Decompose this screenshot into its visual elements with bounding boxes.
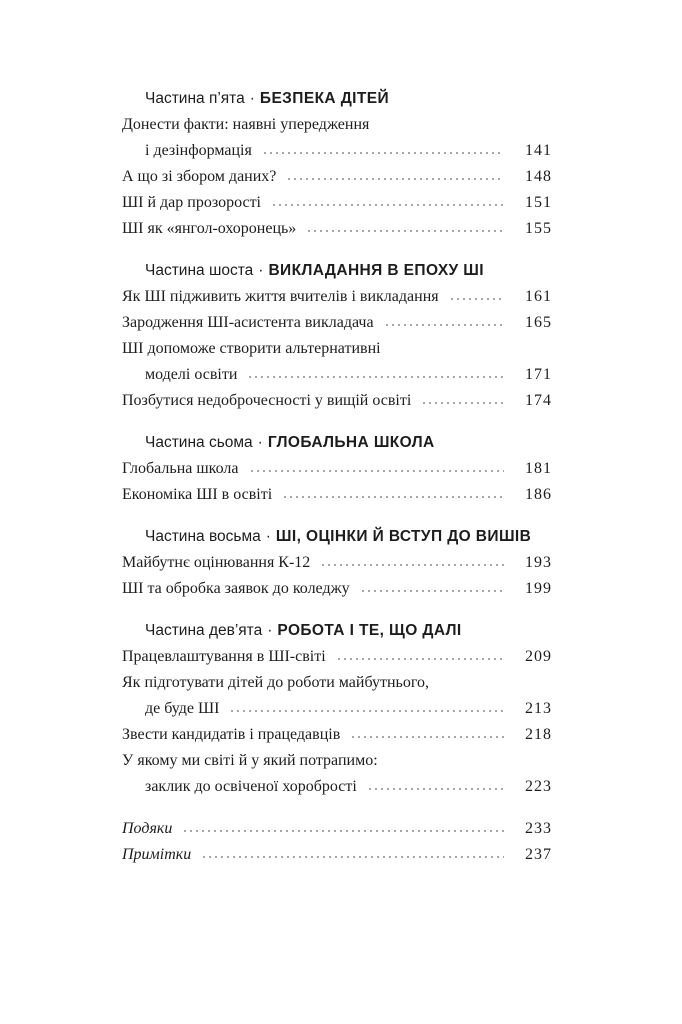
separator-dot: · <box>267 622 273 639</box>
toc-entry <box>122 284 552 310</box>
part-heading <box>122 258 552 284</box>
entry-title: Зародження ШІ-асистента викладача <box>122 314 374 331</box>
entry-page-number: 174 <box>525 392 552 409</box>
entry-page-number: 237 <box>525 846 552 863</box>
part-heading <box>122 524 552 550</box>
entry-page-number: 141 <box>525 142 552 159</box>
entry-title-wrap: і дезінформація <box>145 142 252 159</box>
part-label: Частина дев’ята <box>145 622 263 639</box>
separator-dot: · <box>257 434 263 451</box>
toc-entry <box>122 164 552 190</box>
dot-leader <box>182 822 504 833</box>
toc-entry <box>122 456 552 482</box>
entry-title: А що зі збором даних? <box>122 168 277 185</box>
entry-title: Економіка ШІ в освіті <box>122 486 273 503</box>
entry-title: Подяки <box>122 820 173 837</box>
dot-leader <box>247 368 504 379</box>
dot-leader <box>360 582 504 593</box>
entry-title: ШІ як «янгол-охоронець» <box>122 220 297 237</box>
part-title: БЕЗПЕКА ДІТЕЙ <box>259 90 390 107</box>
toc-entry <box>122 722 552 748</box>
entry-page-number: 209 <box>525 648 552 665</box>
entry-title-wrap: моделі освіти <box>145 366 238 383</box>
toc-entry <box>122 216 552 242</box>
dot-leader <box>282 488 504 499</box>
part-heading <box>122 430 552 456</box>
dot-leader <box>249 462 504 473</box>
toc-entry <box>122 112 552 164</box>
entry-title: Як ШІ підживить життя вчителів і викладання <box>122 288 439 305</box>
toc-content <box>122 86 552 868</box>
dot-leader <box>320 556 504 567</box>
entry-title: Працевлаштування в ШІ-світі <box>122 648 326 665</box>
entry-title: Глобальна школа <box>122 460 239 477</box>
entry-page-number: 213 <box>525 700 552 717</box>
toc-section-part-5 <box>122 86 552 242</box>
toc-entry <box>122 842 552 868</box>
entry-page-number: 151 <box>525 194 552 211</box>
entry-title: Позбутися недоброчесності у вищій освіті <box>122 392 412 409</box>
toc-entry <box>122 644 552 670</box>
toc-entry <box>122 310 552 336</box>
dot-leader <box>229 702 504 713</box>
entry-title: ШІ та обробка заявок до коледжу <box>122 580 350 597</box>
entry-title-wrap: де буде ШІ <box>145 700 220 717</box>
part-label: Частина сьома <box>145 434 253 451</box>
part-title: ШІ, ОЦІНКИ Й ВСТУП ДО ВИШІВ <box>275 528 532 545</box>
toc-entry <box>122 748 552 800</box>
toc-section-part-6 <box>122 258 552 414</box>
toc-entry <box>122 816 552 842</box>
entry-title: ШІ й дар прозорості <box>122 194 261 211</box>
dot-leader <box>306 222 504 233</box>
entry-page-number: 171 <box>525 366 552 383</box>
toc-section-part-9 <box>122 618 552 800</box>
entry-page-number: 223 <box>525 778 552 795</box>
entry-title: Майбутнє оцінювання К-12 <box>122 554 311 571</box>
entry-page-number: 193 <box>525 554 552 571</box>
part-label: Частина п’ята <box>145 90 245 107</box>
toc-entry <box>122 482 552 508</box>
entry-page-number: 181 <box>525 460 552 477</box>
part-heading <box>122 618 552 644</box>
toc-entry <box>122 190 552 216</box>
toc-section-part-7 <box>122 430 552 508</box>
toc-entry <box>122 576 552 602</box>
separator-dot: · <box>265 528 271 545</box>
toc-entry <box>122 670 552 722</box>
part-heading <box>122 86 552 112</box>
dot-leader <box>367 780 504 791</box>
part-label: Частина шоста <box>145 262 254 279</box>
entry-title: Як підготувати дітей до роботи майбутнього, <box>122 674 430 691</box>
toc-entry <box>122 336 552 388</box>
entry-page-number: 161 <box>525 288 552 305</box>
toc-section-part-8 <box>122 524 552 602</box>
entry-title-wrap: заклик до освіченої хоробрості <box>145 778 357 795</box>
part-title: РОБОТА І ТЕ, ЩО ДАЛІ <box>277 622 462 639</box>
entry-page-number: 233 <box>525 820 552 837</box>
entry-title: Примітки <box>122 846 192 863</box>
entry-page-number: 155 <box>525 220 552 237</box>
part-title: ГЛОБАЛЬНА ШКОЛА <box>267 434 435 451</box>
dot-leader <box>350 728 504 739</box>
entry-page-number: 165 <box>525 314 552 331</box>
dot-leader <box>336 650 504 661</box>
entry-page-number: 218 <box>525 726 552 743</box>
dot-leader <box>262 144 504 155</box>
dot-leader <box>384 316 504 327</box>
dot-leader <box>271 196 504 207</box>
entry-title: ШІ допоможе створити альтернативні <box>122 340 381 357</box>
entry-title: Донести факти: наявні упередження <box>122 116 370 133</box>
separator-dot: · <box>249 90 255 107</box>
toc-backmatter <box>122 816 552 868</box>
separator-dot: · <box>258 262 264 279</box>
dot-leader <box>421 394 504 405</box>
toc-entry <box>122 388 552 414</box>
dot-leader <box>201 848 504 859</box>
entry-page-number: 199 <box>525 580 552 597</box>
entry-page-number: 148 <box>525 168 552 185</box>
entry-title: Звести кандидатів і працедавців <box>122 726 341 743</box>
entry-title: У якому ми світі й у який потрапимо: <box>122 752 378 769</box>
toc-entry <box>122 550 552 576</box>
part-title: ВИКЛАДАННЯ В ЕПОХУ ШІ <box>268 262 484 279</box>
dot-leader <box>449 290 504 301</box>
part-label: Частина восьма <box>145 528 261 545</box>
entry-page-number: 186 <box>525 486 552 503</box>
dot-leader <box>286 170 504 181</box>
